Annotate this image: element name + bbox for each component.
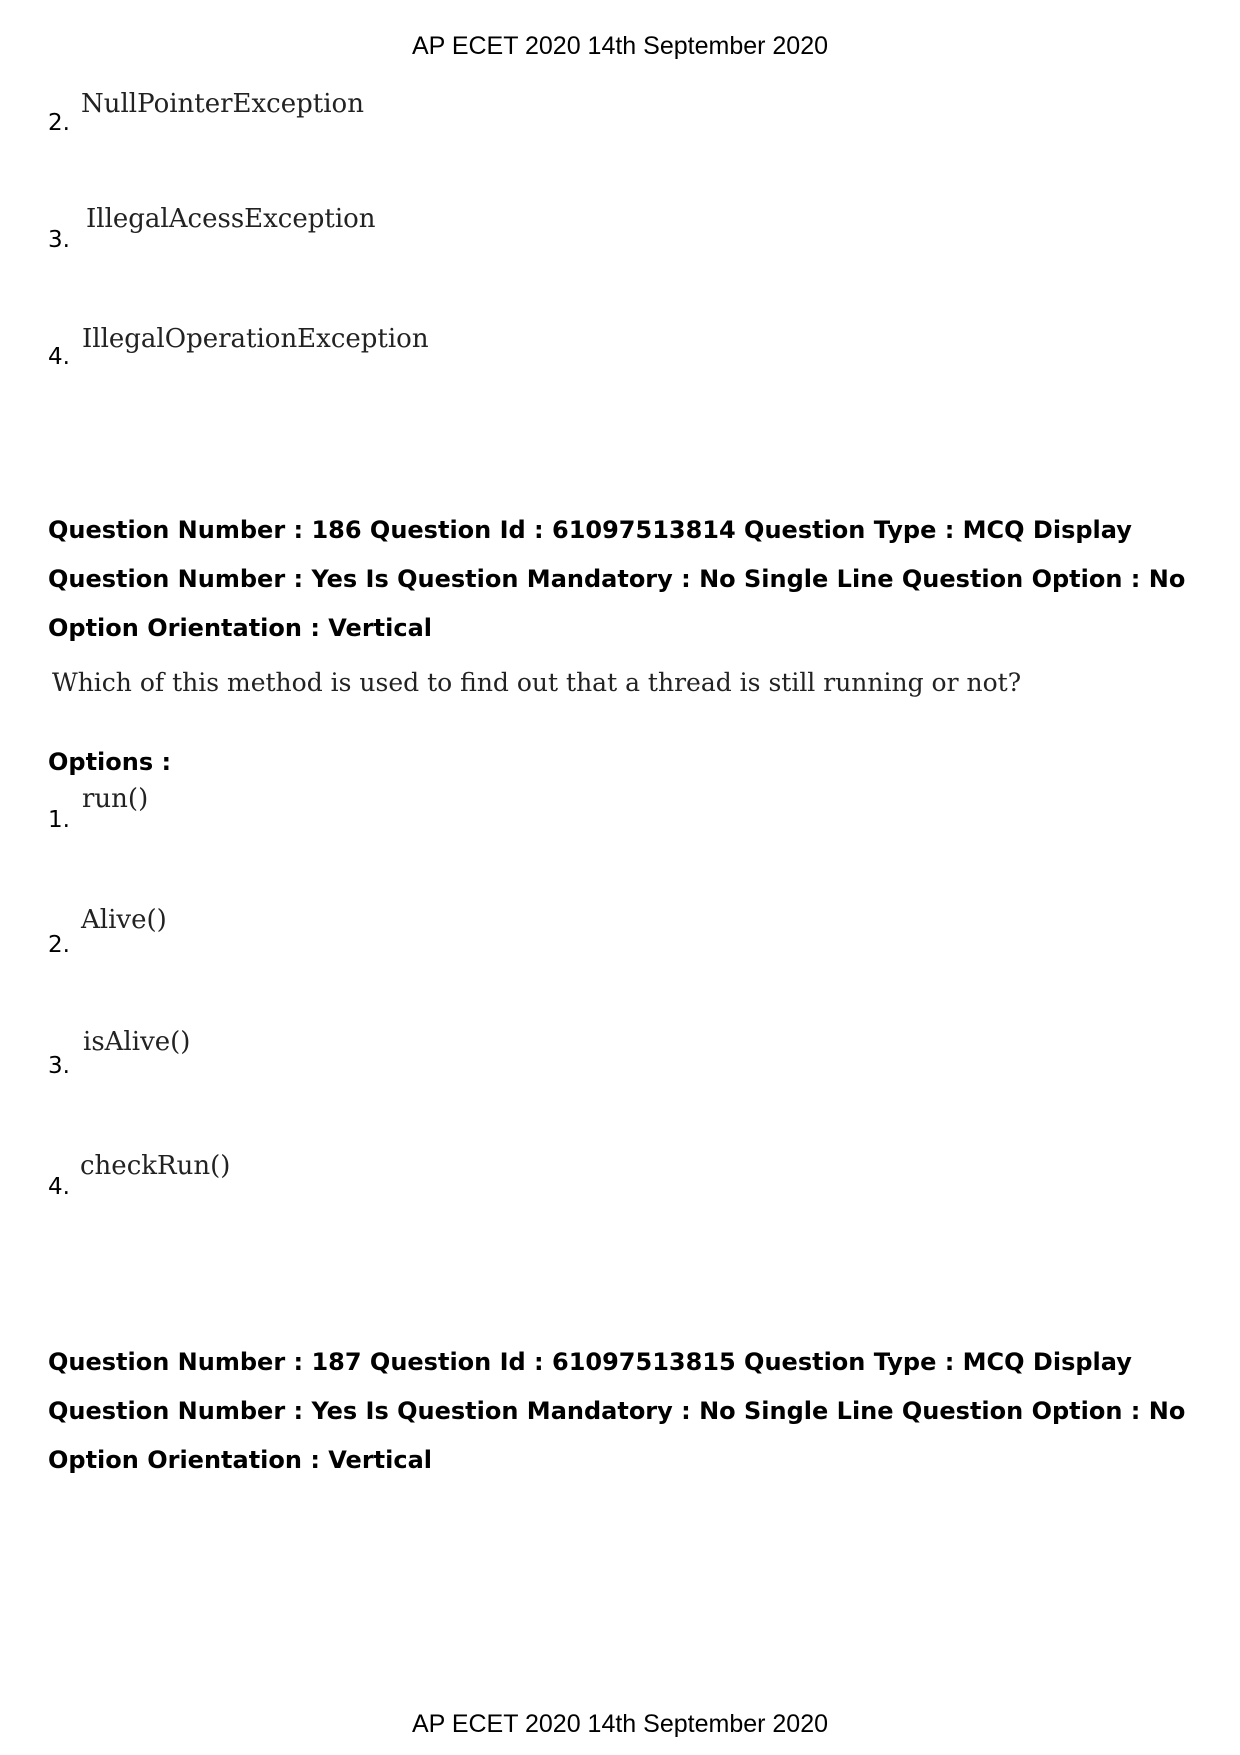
question-186-meta: Question Number : 186 Question Id : 61097513814 Question Type : MCQ Display Question Number : Yes Is Question Mandatory : No Single Line Question Option : No Option Orientation : Vertical	[48, 516, 1186, 642]
option-text: IllegalOperationException	[82, 324, 429, 354]
option-text: run()	[82, 784, 149, 814]
option-number: 2.	[48, 110, 70, 136]
option-text: IllegalAcessException	[86, 204, 376, 234]
option-text: isAlive()	[83, 1027, 191, 1057]
option-number: 2.	[48, 932, 70, 958]
question-186-text: Which of this method is used to find out that a thread is still running or not?	[52, 668, 1022, 697]
option-number: 4.	[48, 344, 70, 370]
option-number: 3.	[48, 227, 70, 253]
option-text: checkRun()	[80, 1151, 231, 1181]
page-header: AP ECET 2020 14th September 2020	[411, 32, 829, 60]
option-number: 4.	[48, 1174, 70, 1200]
option-text: Alive()	[81, 905, 167, 935]
option-number: 3.	[48, 1053, 70, 1079]
options-label: Options :	[48, 748, 172, 776]
question-187-meta: Question Number : 187 Question Id : 61097513815 Question Type : MCQ Display Question Number : Yes Is Question Mandatory : No Single Line Question Option : No Option Orientation : Vertical	[48, 1348, 1186, 1474]
page-footer: AP ECET 2020 14th September 2020	[411, 1710, 829, 1738]
option-number: 1.	[48, 807, 70, 833]
option-text: NullPointerException	[81, 89, 364, 119]
